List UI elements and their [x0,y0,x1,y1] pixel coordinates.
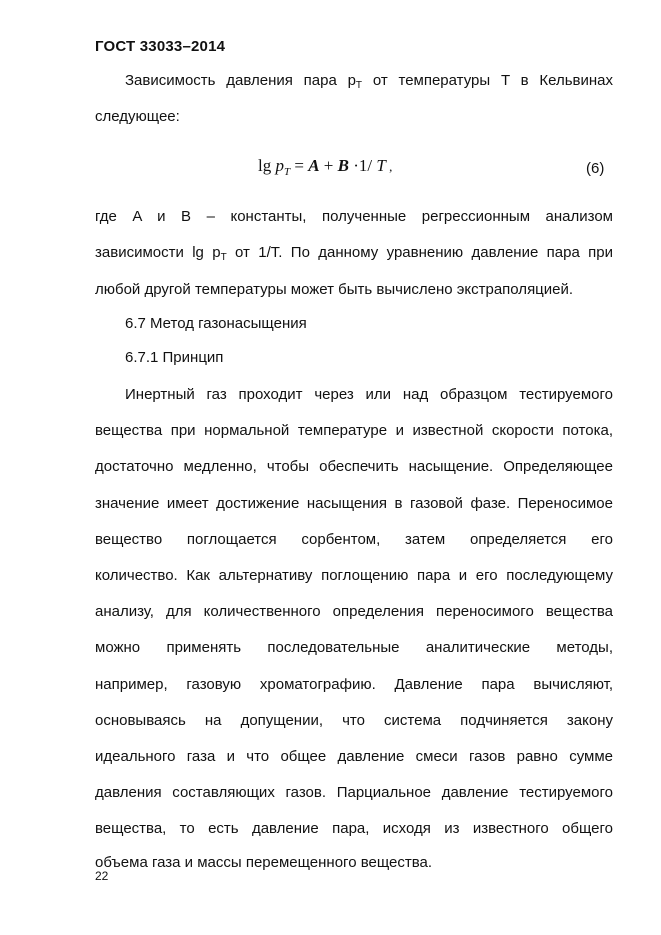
equation-6: $\lg p_T = A + B \cdot 1/$ T , [258,156,393,178]
principle-line: давления составляющих газов. Парциальное давление тестируемого [95,784,613,801]
principle-line: Инертный газ проходит через или над образцом тестируемого [125,386,613,403]
principle-line: вещества при нормальной температуре и известной скорости потока, [95,422,613,439]
where-line-3: любой другой температуры может быть вычислено экстраполяцией. [95,281,574,298]
where-line-2: зависимости $\lg p_T$ от 1/T. По данному уравнению давление пара при [95,244,613,263]
principle-line: вещество поглощается сорбентом, затем определяется его [95,531,613,548]
equation-number: (6) [586,160,605,177]
principle-line: вещества, то есть давление пара, исходя из известного общего [95,820,613,837]
page-number: 22 [95,869,109,883]
principle-line: количество. Как альтернативу поглощению пара и его последующему [95,567,613,584]
section-heading-6-7-1: 6.7.1 Принцип [125,349,224,366]
principle-line: основываясь на допущении, что система подчиняется закону [95,712,613,729]
principle-line: например, газовую хроматографию. Давление пара вычисляют, [95,676,613,693]
principle-line: идеального газа и что общее давление смеси газов равно сумме [95,748,613,765]
principle-line: значение имеет достижение насыщения в газовой фазе. Переносимое [95,495,613,512]
principle-line: можно применять последовательные аналитические методы, [95,639,613,656]
where-line-1: где A и B – константы, полученные регрессионным анализом [95,208,613,225]
principle-line: достаточно медленно, чтобы обеспечить насыщение. Определяющее [95,458,613,475]
principle-line: анализу, для количественного определения переносимого вещества [95,603,613,620]
document-header: ГОСТ 33033–2014 [95,38,226,55]
principle-line: объема газа и массы перемещенного вещества. [95,854,433,871]
section-heading-6-7: 6.7 Метод газонасыщения [125,315,307,332]
intro-line-1: Зависимость давления пара $p_T$ от температуры T в Кельвинах [125,72,614,91]
intro-line-2: следующее: [95,108,180,125]
